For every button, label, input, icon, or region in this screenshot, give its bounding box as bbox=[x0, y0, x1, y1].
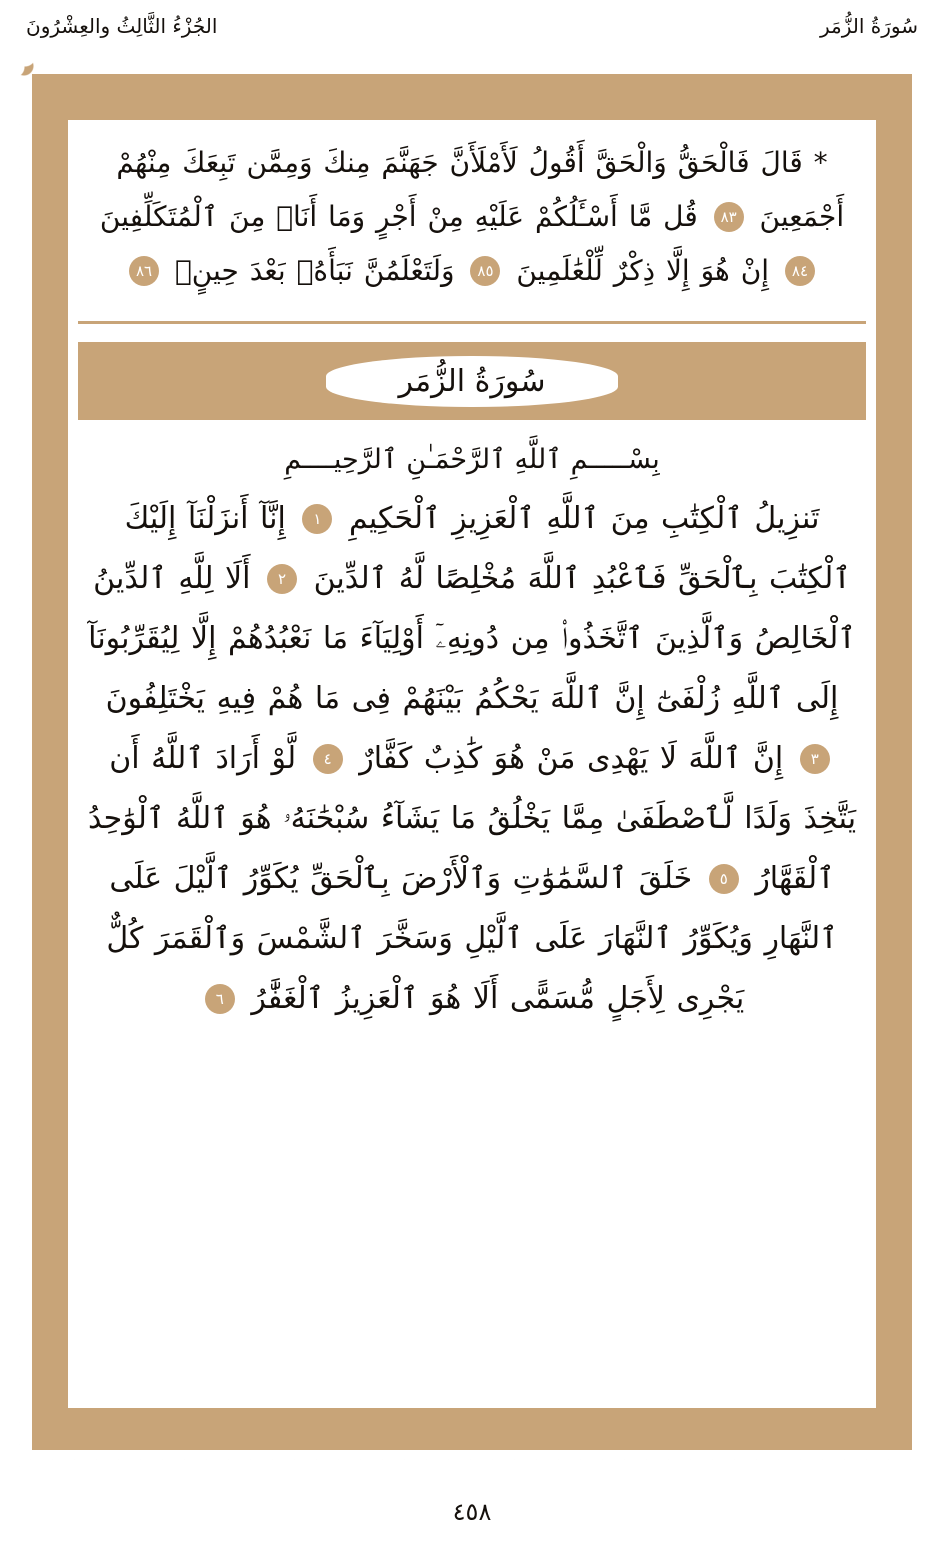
ayah-number-marker: ٤ bbox=[313, 744, 343, 774]
verse-text: لَّوْ أَرَادَ ٱللَّهُ أَن يَتَّخِذَ وَلَدًا لَّٱصْطَفَىٰ مِمَّا يَخْلُقُ مَا يَشَآءُ سُبْحَٰنَهُۥ هُوَ ٱللَّهُ ٱلْوَٰحِدُ ٱلْقَهَّارُ bbox=[87, 741, 857, 897]
verse-text: إِنَّآ أَنزَلْنَآ إِلَيْكَ ٱلْكِتَٰبَ بِٱلْحَقِّ فَٱعْبُدِ ٱللَّهَ مُخْلِصًا لَّهُ ٱلدِّينَ bbox=[124, 501, 851, 597]
page-number: ٤٥٨ bbox=[452, 1498, 492, 1526]
ayah-number-marker: ٦ bbox=[205, 984, 235, 1014]
section-divider bbox=[78, 321, 866, 324]
verse-text: تَنزِيلُ ٱلْكِتَٰبِ مِنَ ٱللَّهِ ٱلْعَزِيزِ ٱلْحَكِيمِ bbox=[348, 501, 820, 537]
verse-text: وَلَتَعْلَمُنَّ نَبَأَهُۥ بَعْدَ حِينٍۭ bbox=[174, 253, 455, 287]
basmala: بِسْـــــمِ ٱللَّهِ ٱلرَّحْمَـٰنِ ٱلرَّحِيــــمِ bbox=[284, 444, 660, 476]
verse-text: إِنَّ ٱللَّهَ لَا يَهْدِى مَنْ هُوَ كَٰذِبٌ كَفَّارٌ bbox=[359, 741, 784, 777]
verse-text: * قَالَ فَالْحَقُّ وَالْحَقَّ أَقُولُ لَأَمْلَأَنَّ جَهَنَّمَ مِنكَ وَمِمَّن تَبِعَكَ مِنْهُمْ أَجْمَعِينَ bbox=[116, 146, 845, 233]
ayah-number-marker: ٨٥ bbox=[470, 256, 500, 286]
previous-surah-verses bbox=[78, 130, 866, 307]
ayah-number-marker: ٢ bbox=[267, 564, 297, 594]
ayah-number-marker: ١ bbox=[302, 504, 332, 534]
verse-text: خَلَقَ ٱلسَّمَٰوَٰتِ وَٱلْأَرْضَ بِٱلْحَقِّ يُكَوِّرُ ٱلَّيْلَ عَلَى ٱلنَّهَارِ وَيُكَوِّرُ ٱلنَّهَارَ عَلَى ٱلَّيْلِ وَسَخَّرَ ٱلشَّمْسَ وَٱلْقَمَرَ كُلٌّ يَجْرِى لِأَجَلٍ مُّسَمًّى أَلَا هُوَ ٱلْعَزِيزُ ٱلْغَفَّٰرُ bbox=[106, 861, 838, 1017]
verse-text: إِنْ هُوَ إِلَّا ذِكْرٌ لِّلْعَٰلَمِينَ bbox=[516, 253, 770, 287]
ayah-number-marker: ٨٦ bbox=[129, 256, 159, 286]
header-surah-label: سُورَةُ الزُّمَر bbox=[819, 14, 918, 38]
header-juz-label: الجُزْءُ الثَّالِثُ والعِشْرُونَ bbox=[26, 14, 218, 38]
ayah-number-marker: ٣ bbox=[800, 744, 830, 774]
ayah-number-marker: ٥ bbox=[709, 864, 739, 894]
surah-title: سُورَةُ الزُّمَر bbox=[326, 356, 617, 407]
surah-title-band bbox=[78, 342, 866, 420]
verse-text: قُل مَّا أَسْـَٔلُكُمْ عَلَيْهِ مِنْ أَجْرٍ وَمَا أَنَا۠ مِنَ ٱلْمُتَكَلِّفِينَ bbox=[99, 199, 698, 233]
ayah-number-marker: ٨٣ bbox=[714, 202, 744, 232]
surah-verses bbox=[78, 485, 866, 1029]
verse-text: أَلَا لِلَّهِ ٱلدِّينُ ٱلْخَالِصُ وَٱلَّذِينَ ٱتَّخَذُوا۟ مِن دُونِهِۦٓ أَوْلِيَآءَ مَا نَعْبُدُهُمْ إِلَّا لِيُقَرِّبُونَآ إِلَى ٱللَّهِ زُلْفَىٰٓ إِنَّ ٱللَّهَ يَحْكُمُ بَيْنَهُمْ فِى مَا هُمْ فِيهِ يَخْتَلِفُونَ bbox=[88, 561, 856, 717]
ayah-number-marker: ٨٤ bbox=[785, 256, 815, 286]
page-header bbox=[0, 6, 944, 46]
page-content bbox=[78, 130, 866, 1400]
